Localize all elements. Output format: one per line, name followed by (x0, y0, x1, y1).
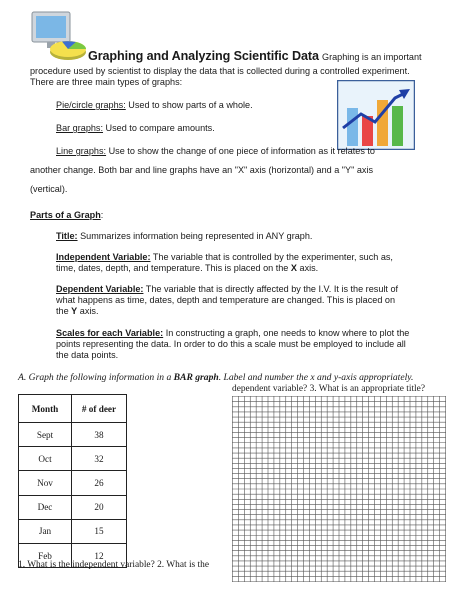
part-independent-variable: Independent Variable: The variable that is controlled by the experimenter, such as, (56, 252, 393, 262)
deer-data-table (18, 394, 127, 568)
page-title: Graphing and Analyzing Scientific Data (88, 49, 319, 63)
table-row (19, 495, 127, 519)
part-dependent-variable-3: the Y axis. (56, 306, 99, 316)
exercise-instructions: A. Graph the following information in a BAR graph. Label and number the x and y-axis appropriately. (18, 372, 414, 383)
table-cell-deer: 38 (72, 423, 127, 447)
part-independent-variable-2: time, dates, depth, and temperature. This is placed on the X axis. (56, 263, 319, 273)
exercise-questions-left: 1. What is the independent variable? 2. What is the (18, 560, 210, 570)
table-cell-deer: 32 (72, 447, 127, 471)
table-cell-month: Dec (19, 495, 72, 519)
table-row (19, 519, 127, 543)
graph-type-line: Line graphs: Use to show the change of one piece of information as it relates to (56, 146, 375, 156)
line-graph-continued: another change. Both bar and line graphs have an "X" axis (horizontal) and a "Y" axis (30, 165, 374, 175)
table-cell-month: Jan (19, 519, 72, 543)
grid-lines (232, 396, 446, 582)
table-cell-deer: 15 (72, 519, 127, 543)
graph-type-pie: Pie/circle graphs: Used to show parts of a whole. (56, 100, 253, 110)
table-header-deer: # of deer (72, 395, 127, 423)
table-cell-deer: 12 (72, 543, 127, 567)
intro-text-line2: procedure used by scientist to display the data that is collected during a controlled experiment. (30, 66, 410, 76)
table-cell-month: Nov (19, 471, 72, 495)
line-graph-continued-2: (vertical). (30, 184, 68, 194)
table-row (19, 447, 127, 471)
graph-type-bar: Bar graphs: Used to compare amounts. (56, 123, 215, 133)
table-header-month: Month (19, 395, 72, 423)
table-cell-deer: 26 (72, 471, 127, 495)
intro-text-line3: There are three main types of graphs: (30, 77, 183, 87)
pie-chart-clipart (30, 8, 90, 66)
exercise-questions-right: dependent variable? 3. What is an appropriate title? (232, 384, 425, 394)
table-cell-month: Feb (19, 543, 72, 567)
table-row (19, 423, 127, 447)
table-header-row (19, 395, 127, 423)
graph-paper-grid (232, 396, 446, 582)
part-dependent-variable: Dependent Variable: The variable that is directly affected by the I.V. It is the result of (56, 284, 399, 294)
part-scales: Scales for each Variable: In constructing a graph, one needs to know where to plot the (56, 328, 410, 338)
part-scales-2: points representing the data. In order to do this a scale must be employed to include all (56, 339, 406, 349)
table-cell-deer: 20 (72, 495, 127, 519)
part-scales-3: the data points. (56, 350, 119, 360)
parts-heading: Parts of a Graph: (30, 210, 104, 220)
table-cell-month: Oct (19, 447, 72, 471)
intro-text-start: Graphing is an important (322, 52, 422, 62)
table-row (19, 471, 127, 495)
table-cell-month: Sept (19, 423, 72, 447)
part-title: Title: Summarizes information being represented in ANY graph. (56, 231, 313, 241)
part-dependent-variable-2: what happens as time, dates, depth and temperature are changed. This is placed on (56, 295, 396, 305)
bar-chart-clipart (337, 80, 415, 150)
